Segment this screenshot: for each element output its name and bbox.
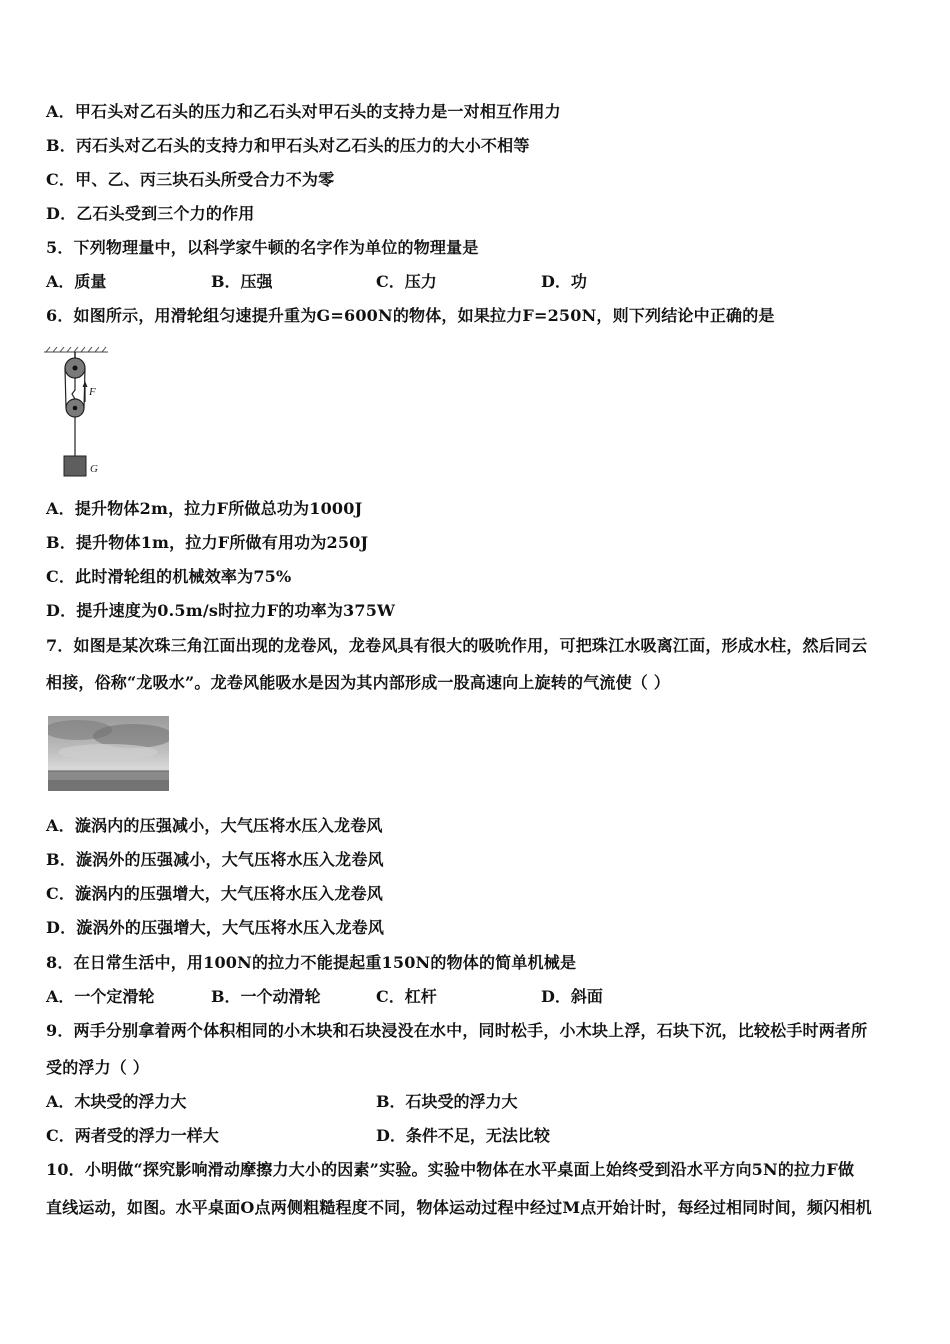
q8-option-a: A．一个定滑轮: [46, 987, 155, 1006]
force-f-label: F: [89, 386, 96, 398]
q8-option-d: D．斜面: [541, 987, 603, 1006]
q5-option-c: C．压力: [376, 272, 437, 291]
pull-force-arrow: [83, 381, 88, 402]
q7-option-c: C．漩涡内的压强增大，大气压将水压入龙卷风: [46, 884, 383, 903]
q7-option-b: B．漩涡外的压强减小，大气压将水压入龙卷风: [46, 850, 384, 869]
q10-stem-line2: 直线运动，如图。水平桌面O点两侧粗糙程度不同，物体运动过程中经过M点开始计时，每经过相同时间，频闪相机: [46, 1198, 872, 1217]
fixed-pulley: [65, 358, 85, 378]
q8-stem: 8．在日常生活中，用100N的拉力不能提起重150N的物体的简单机械是: [46, 953, 577, 972]
q6-option-d: D．提升速度为0.5m/s时拉力F的功率为375W: [46, 601, 396, 620]
q6-option-b: B．提升物体1m，拉力F所做有用功为250J: [46, 533, 369, 552]
q4-option-a: A．甲石头对乙石头的压力和乙石头对甲石头的支持力是一对相互作用力: [46, 102, 561, 121]
q6-option-c: C．此时滑轮组的机械效率为75%: [46, 567, 292, 586]
q5-option-b: B．压强: [211, 272, 273, 291]
q9-option-d: D．条件不足，无法比较: [376, 1126, 550, 1145]
q7-stem-line1: 7．如图是某次珠三角江面出现的龙卷风，龙卷风具有很大的吸吮作用，可把珠江水吸离江面，形成水柱，然后同云: [46, 636, 868, 655]
tornado-photo: [48, 716, 169, 791]
q9-option-b: B．石块受的浮力大: [376, 1092, 518, 1111]
weight-g-label: G: [90, 463, 98, 475]
q5-stem: 5．下列物理量中，以科学家牛顿的名字作为单位的物理量是: [46, 238, 479, 257]
movable-pulley: [66, 399, 84, 417]
pulley-system-figure: [42, 344, 112, 480]
q5-option-d: D．功: [541, 272, 587, 291]
q5-option-a: A．质量: [46, 272, 107, 291]
q4-option-b: B．丙石头对乙石头的支持力和甲石头对乙石头的压力的大小不相等: [46, 136, 530, 155]
q4-option-d: D．乙石头受到三个力的作用: [46, 204, 255, 223]
q6-stem: 6．如图所示，用滑轮组匀速提升重为G=600N的物体，如果拉力F=250N，则下列结论中正确的是: [46, 306, 775, 325]
q7-option-d: D．漩涡外的压强增大，大气压将水压入龙卷风: [46, 918, 385, 937]
q9-stem-line2: 受的浮力（ ）: [46, 1058, 149, 1077]
q9-option-a: A．木块受的浮力大: [46, 1092, 187, 1111]
ceiling-hatch: [44, 347, 108, 352]
q7-option-a: A．漩涡内的压强减小，大气压将水压入龙卷风: [46, 816, 383, 835]
q8-option-c: C．杠杆: [376, 987, 437, 1006]
q7-stem-line2: 相接，俗称“龙吸水”。龙卷风能吸水是因为其内部形成一股高速向上旋转的气流使（ ）: [46, 673, 670, 692]
weight-block: [64, 456, 86, 476]
q9-option-c: C．两者受的浮力一样大: [46, 1126, 219, 1145]
q6-option-a: A．提升物体2m，拉力F所做总功为1000J: [46, 499, 363, 518]
q8-option-b: B．一个动滑轮: [211, 987, 321, 1006]
q10-stem-line1: 10．小明做“探究影响滑动摩擦力大小的因素”实验。实验中物体在水平桌面上始终受到沿水平方向5N的拉力F做: [46, 1160, 855, 1179]
q9-stem-line1: 9．两手分别拿着两个体积相同的小木块和石块浸没在水中，同时松手，小木块上浮，石块下沉，比较松手时两者所: [46, 1021, 868, 1040]
q4-option-c: C．甲、乙、丙三块石头所受合力不为零: [46, 170, 335, 189]
